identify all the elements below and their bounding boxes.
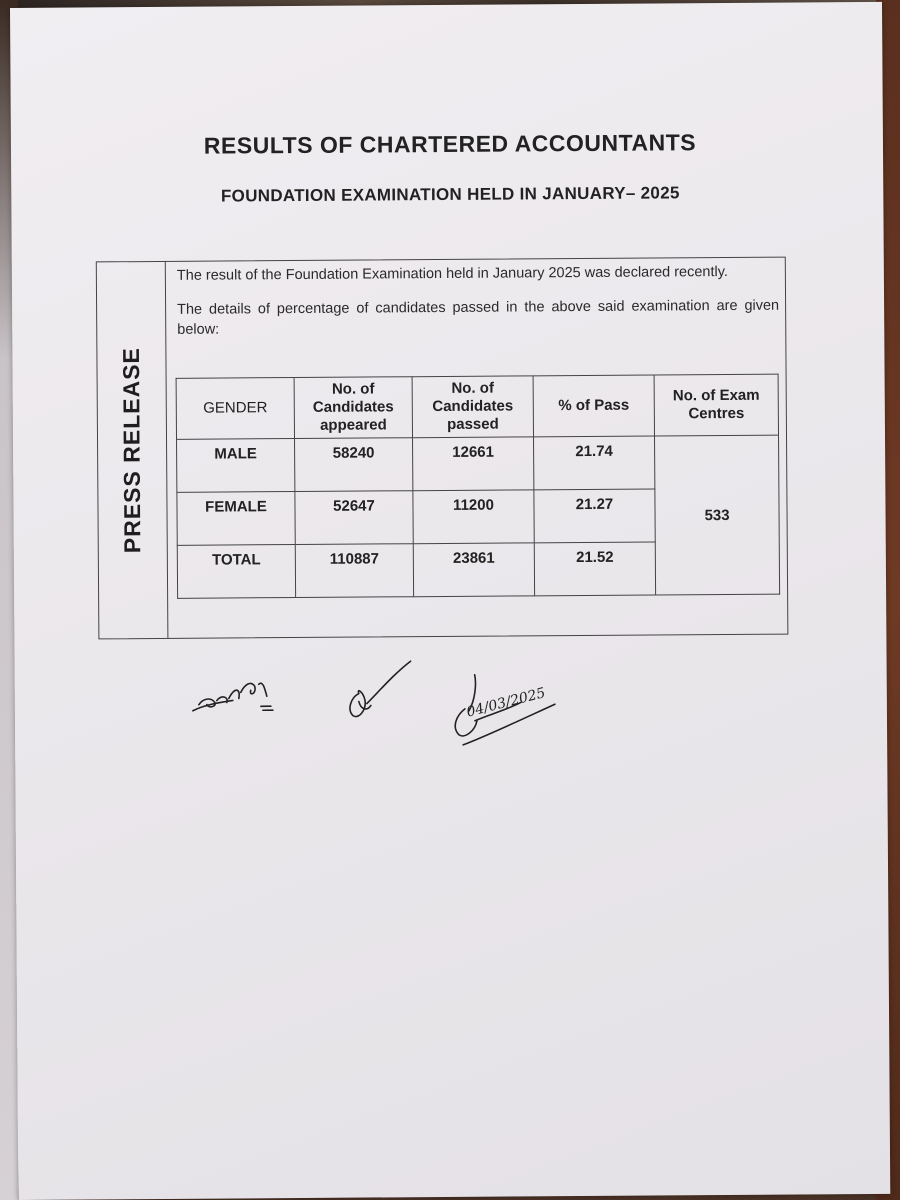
results-table [176, 374, 781, 599]
row-gender: TOTAL [177, 545, 295, 599]
row-passed: 11200 [413, 490, 534, 544]
header-appeared: No. of Candidates appeared [294, 377, 412, 439]
row-appeared: 58240 [295, 438, 413, 492]
row-gender: FEMALE [177, 492, 295, 546]
row-appeared: 52647 [295, 491, 413, 545]
header-pass-percent: % of Pass [533, 375, 654, 437]
row-passed: 23861 [413, 543, 534, 597]
document-subtitle: FOUNDATION EXAMINATION HELD IN JANUARY– 2025 [220, 183, 680, 206]
header-exam-centres: No. of Exam Centres [654, 374, 778, 436]
header-gender: GENDER [176, 378, 294, 440]
signature-2 [337, 653, 427, 724]
exam-centres-value: 533 [655, 435, 780, 595]
row-pass-percent: 21.52 [534, 542, 655, 596]
press-release-box [96, 257, 789, 640]
row-gender: MALE [177, 439, 295, 493]
row-pass-percent: 21.74 [534, 436, 655, 490]
document-title: RESULTS OF CHARTERED ACCOUNTANTS [203, 129, 697, 159]
row-appeared: 110887 [295, 544, 413, 598]
table-header-row [176, 374, 778, 439]
details-paragraph: The details of percentage of candidates passed in the above said examination are given below: [177, 297, 780, 338]
press-release-label: PRESS RELEASE [117, 347, 146, 554]
press-release-side-column [97, 262, 169, 638]
intro-paragraph: The result of the Foundation Examination held in January 2025 was declared recently. [176, 263, 728, 284]
document-page [10, 2, 890, 1200]
row-passed: 12661 [413, 437, 534, 491]
header-passed: No. of Candidates passed [412, 376, 533, 438]
row-pass-percent: 21.27 [534, 489, 655, 543]
signature-date: 04/03/2025 [464, 685, 548, 721]
signature-1 [185, 666, 295, 727]
press-release-body [177, 262, 780, 354]
table-row [177, 435, 779, 492]
